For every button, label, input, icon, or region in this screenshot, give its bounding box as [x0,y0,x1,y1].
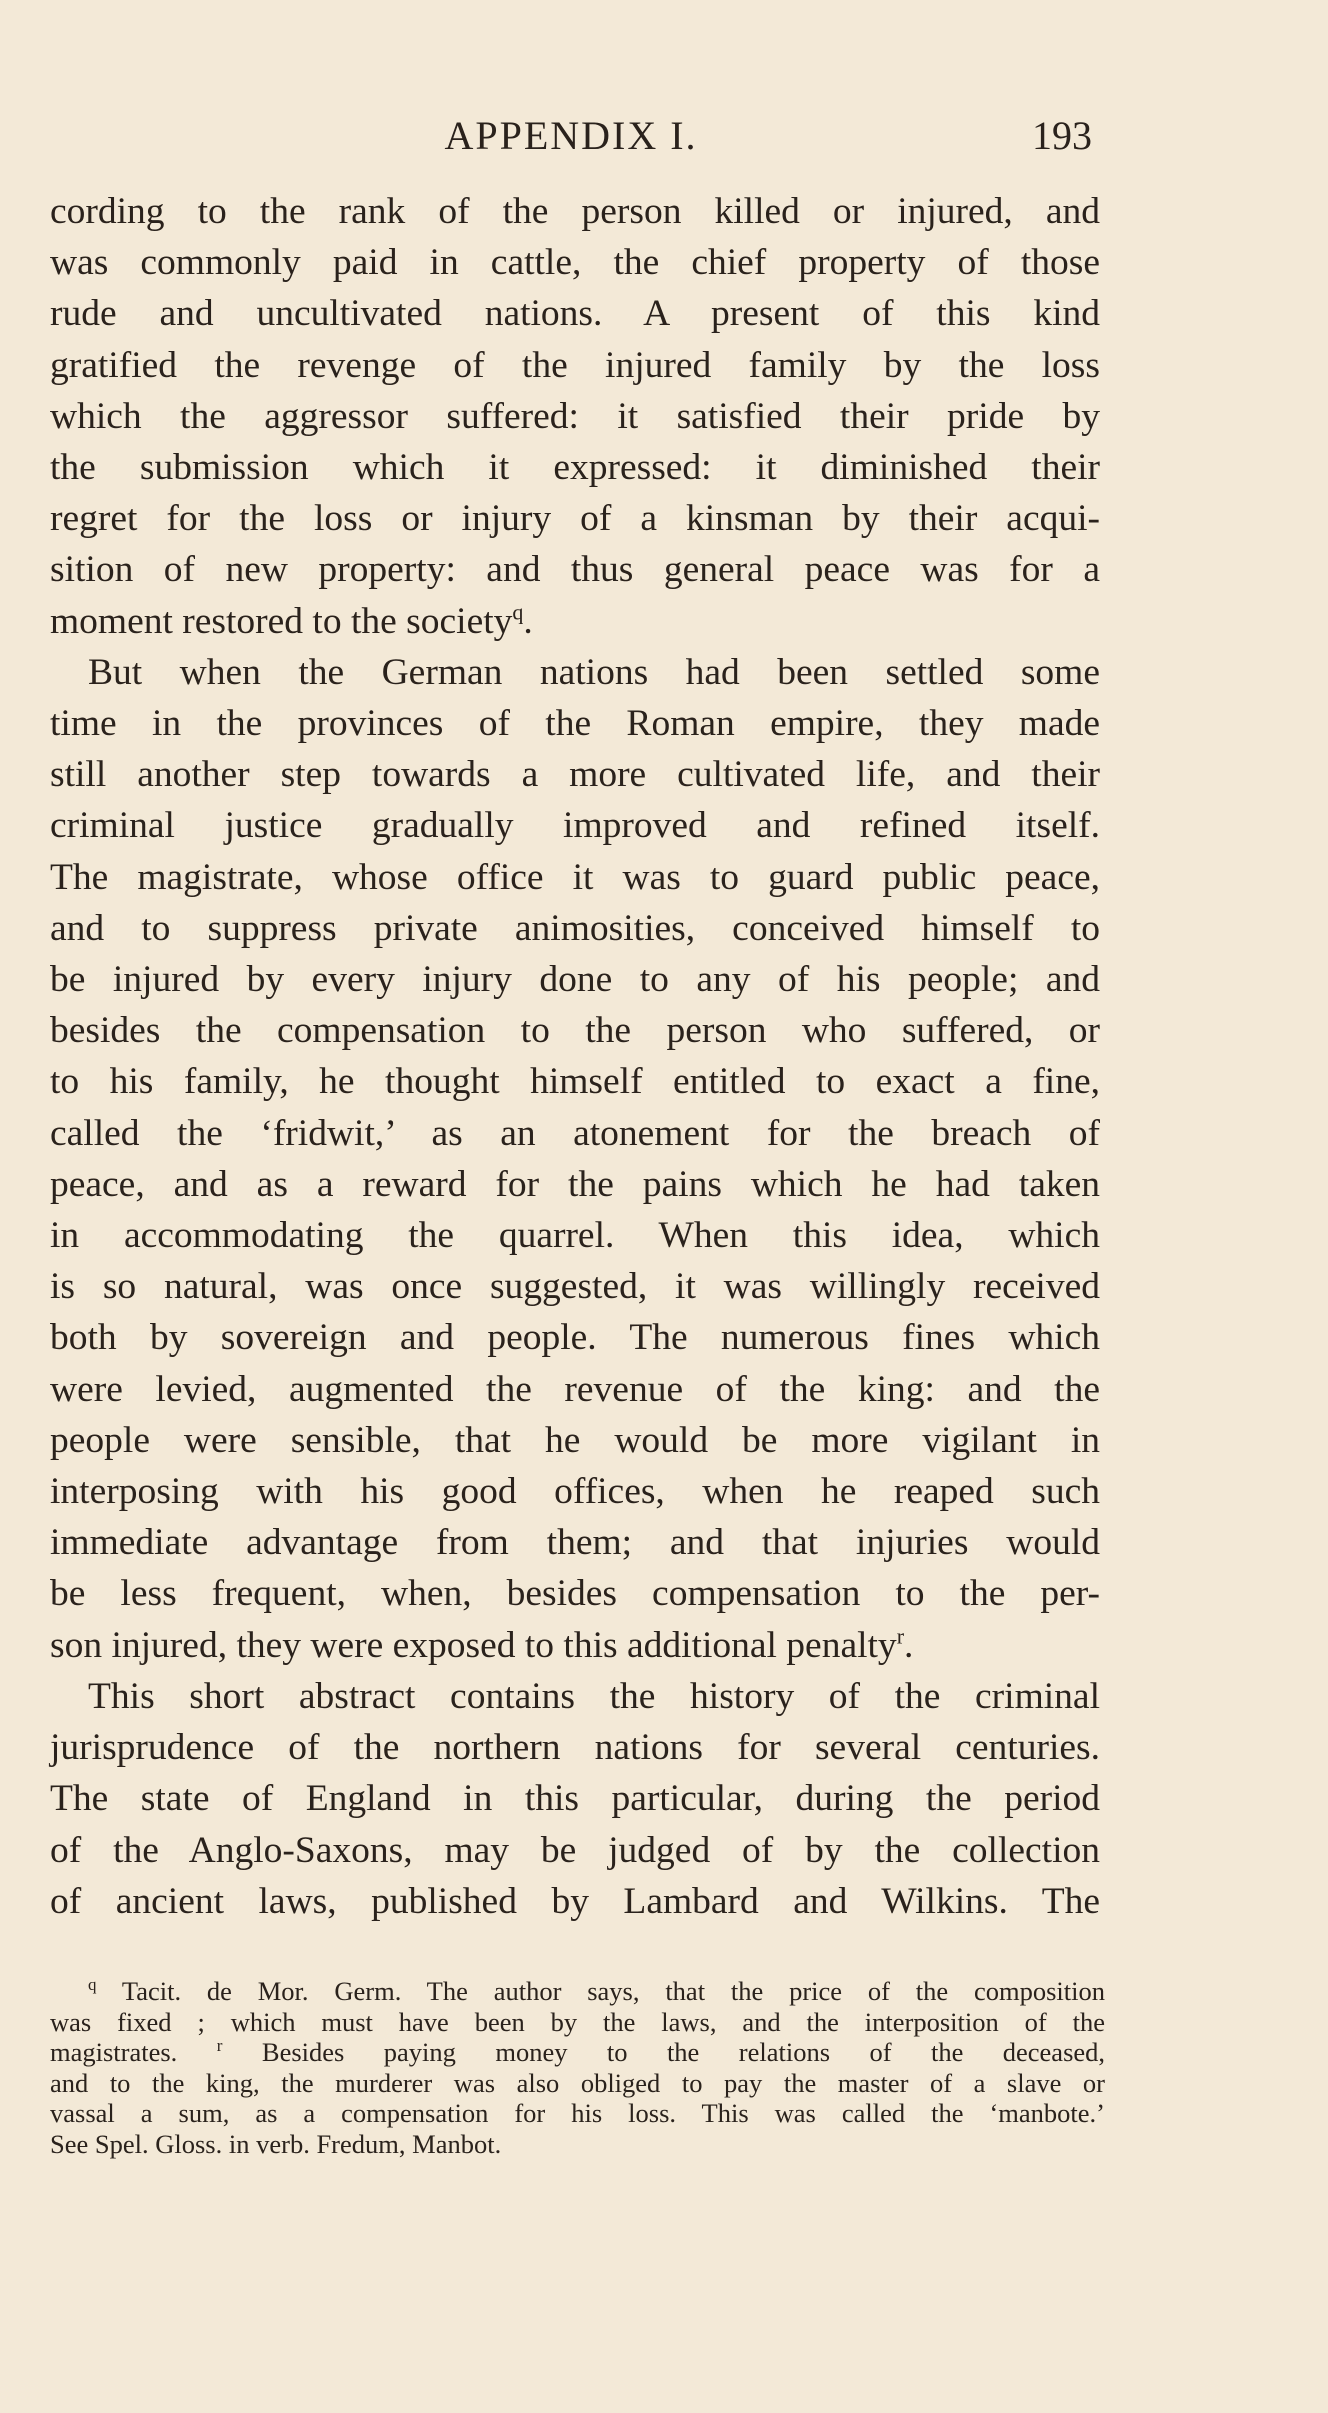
body-text [50,186,1100,1927]
footnote-marker-q: q [88,1975,97,1995]
text-line-paragraph-end [50,1620,1100,1671]
text-line: both by sovereign and people. The numerous fines which [50,1317,1100,1359]
text-line-paragraph-start: But when the German nations had been settled some [88,651,1100,693]
text-line: peace, and as a reward for the pains which he had taken [50,1163,1100,1205]
text-line: gratified the revenge of the injured family by the loss [50,344,1100,386]
text-line: jurisprudence of the northern nations for several centuries. [50,1727,1100,1769]
text-line: cording to the rank of the person killed or injured, and [50,191,1100,232]
running-title: APPENDIX I. [444,113,698,158]
text-line-paragraph-end [50,596,1100,647]
footnote-text: Besides paying money to the relations of the deceased, [261,2037,1106,2067]
text-line-paragraph-start: This short abstract contains the history of the criminal [88,1675,1100,1717]
text-line: be injured by every injury done to any of his people; and [50,959,1100,1001]
footnote-ref-q: q [512,599,524,625]
text-line: of the Anglo-Saxons, may be judged of by the collection [50,1829,1100,1871]
text-line: of ancient laws, published by Lambard and Wilkins. The [50,1880,1100,1922]
footnote-text: magistrates. [50,2037,178,2067]
text-line: which the aggressor suffered: it satisfied their pride by [50,395,1100,437]
text-line: in accommodating the quarrel. When this idea, which [50,1215,1100,1257]
footnotes [50,1976,1105,2159]
text-line: and to suppress private animosities, conceived himself to [50,907,1100,949]
text-line: sition of new property: and thus general peace was for a [50,549,1100,591]
footnote-line-split [50,2037,1105,2068]
text-line: were levied, augmented the revenue of the king: and the [50,1368,1100,1410]
footnote-marker-r: r [216,2036,223,2056]
text-line: The magistrate, whose office it was to guard public peace, [50,856,1100,898]
footnote-line: was fixed ; which must have been by the laws, and the interposition of the [50,2006,1105,2037]
text-line: interposing with his good offices, when he reaped such [50,1471,1100,1513]
sentence-period: . [904,1624,914,1666]
footnote-text: Tacit. de Mor. Germ. The author says, that the price of the composition [121,1976,1105,2006]
footnote-line: and to the king, the murderer was also obliged to pay the master of a slave or [50,2067,1105,2098]
page-number: 193 [1032,113,1092,158]
text-line: still another step towards a more cultivated life, and their [50,754,1100,796]
text-line: The state of England in this particular, during the period [50,1778,1100,1820]
text-line: is so natural, was once suggested, it was willingly received [50,1266,1100,1308]
footnote-q-line [50,1976,1105,2007]
text-line: the submission which it expressed: it diminished their [50,447,1100,489]
text-line: time in the provinces of the Roman empire, they made [50,703,1100,745]
text-line: be less frequent, when, besides compensation to the per- [50,1573,1100,1615]
text-line-content: son injured, they were exposed to this additional penalty [50,1624,897,1666]
running-header [50,112,1092,172]
text-line: regret for the loss or injury of a kinsman by their acqui- [50,498,1100,540]
footnote-line: vassal a sum, as a compensation for his loss. This was called the ‘manbote.’ [50,2098,1105,2128]
text-line-content: moment restored to the society [50,600,513,642]
text-line: was commonly paid in cattle, the chief property of those [50,242,1100,284]
text-line: called the ‘fridwit,’ as an atonement for the breach of [50,1112,1100,1154]
sentence-period: . [523,600,533,642]
footnote-ref-r: r [896,1623,905,1649]
text-line: besides the compensation to the person who suffered, or [50,1010,1100,1052]
text-line: immediate advantage from them; and that injuries would [50,1522,1100,1564]
text-line: criminal justice gradually improved and refined itself. [50,805,1100,847]
text-line: people were sensible, that he would be more vigilant in [50,1419,1100,1461]
text-line: rude and uncultivated nations. A present of this kind [50,293,1100,335]
text-line: to his family, he thought himself entitled to exact a fine, [50,1061,1100,1103]
footnote-line: See Spel. Gloss. in verb. Fredum, Manbot. [50,2128,502,2159]
